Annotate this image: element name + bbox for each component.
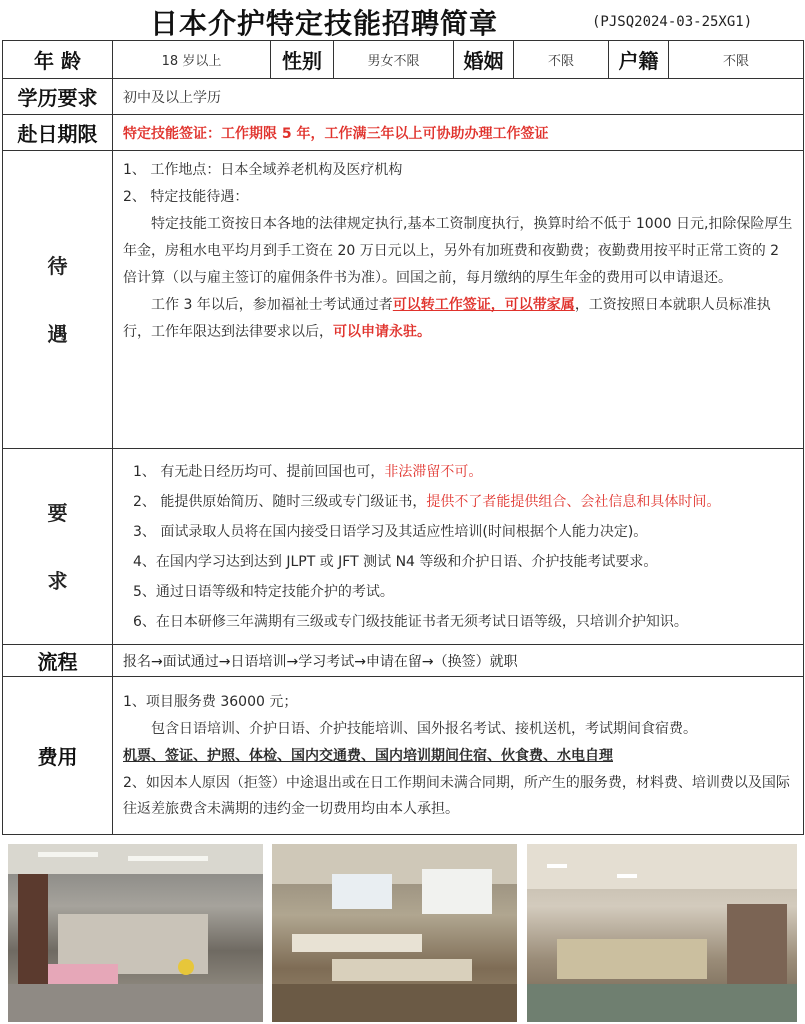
marriage-value: 不限: [514, 41, 609, 79]
requirement-2-highlight: 提供不了者能提供组合、会社信息和具体时间。: [426, 493, 721, 510]
fee-2: 2、如因本人原因（拒签）中途退出或在日工作期间未满合同期，所产生的服务费，材料费、培训费以及国际往返差旅费含未满期的违约金一切费用均由本人承担。: [123, 775, 790, 817]
marriage-label: 婚姻: [454, 41, 514, 79]
gender-label: 性别: [271, 41, 334, 79]
requirements-label-1: 要: [47, 500, 68, 525]
requirements-row: [3, 449, 804, 645]
fee-self-paid: 机票、签证、护照、体检、国内交通费、国内培训期间住宿、伙食费、水电自理: [123, 748, 613, 764]
period-row: [3, 115, 804, 151]
process-label: 流程: [3, 645, 113, 677]
age-label: 年 龄: [3, 41, 113, 79]
process-row: [3, 645, 804, 677]
facility-photo-3: [527, 844, 797, 1022]
requirement-5: 5、通过日语等级和特定技能介护的考试。: [133, 583, 394, 600]
fees-row: [3, 677, 804, 835]
treatment-item-2: 2、 特定技能待遇：: [123, 189, 249, 205]
page-title: 日本介护特定技能招聘简章: [150, 7, 499, 40]
requirement-2: [133, 487, 795, 517]
hukou-label: 户籍: [609, 41, 669, 79]
fees-label: 费用: [3, 677, 113, 835]
requirement-3: 3、 面试录取人员将在国内接受日语学习及其适应性培训(时间根据个人能力决定)。: [133, 523, 648, 540]
process-value: 报名→面试通过→日语培训→学习考试→申请在留→（换签）就职: [113, 645, 804, 677]
treatment-label: [3, 151, 113, 449]
age-value: 18 岁以上: [113, 41, 271, 79]
facility-photo-2: [272, 844, 517, 1022]
treatment-para-2-highlight: 可以转工作签证，可以带家属: [392, 297, 575, 313]
facility-photos: [0, 836, 805, 1024]
treatment-para-2: [123, 292, 795, 346]
treatment-label-2: 遇: [47, 321, 68, 346]
education-row: [3, 79, 804, 115]
treatment-para-2-text-b: ，工资按照日本就职人员标准执行，工作年限达到法律要求以后，: [123, 297, 771, 340]
treatment-para-2-text: 工作 3 年以后，参加福祉士考试通过者: [151, 297, 393, 313]
fee-1-detail: 包含日语培训、介护日语、介护技能培训、国外报名考试、接机送机，考试期间食宿费。: [151, 721, 697, 737]
fees-content: [113, 677, 804, 835]
info-table: [2, 40, 804, 835]
education-label: 学历要求: [3, 79, 113, 115]
requirement-1-text: 1、 有无赴日经历均可、提前回国也可，: [133, 463, 385, 480]
requirement-1: [133, 457, 795, 487]
requirement-4: 4、在国内学习达到达到 JLPT 或 JFT 测试 N4 等级和介护日语、介护技能考试要求。: [133, 553, 658, 570]
requirements-content: [113, 449, 804, 645]
education-value: 初中及以上学历: [113, 79, 804, 115]
hukou-value: 不限: [669, 41, 804, 79]
requirements-label: [3, 449, 113, 645]
basic-info-row: [3, 41, 804, 79]
requirement-1-highlight: 非法滞留不可。: [384, 463, 483, 480]
document-code: (PJSQ2024-03-25XG1): [592, 14, 753, 30]
treatment-row: [3, 151, 804, 449]
treatment-content: [113, 151, 804, 449]
treatment-para-1: 特定技能工资按日本各地的法律规定执行,基本工资制度执行，换算时给不低于 1000 日元,扣除保险厚生年金，房租水电平均月到手工资在 20 万日元以上，另外有加班费和夜勤费；夜勤费用按平时正常工资的 2 倍计算（以与雇主签订的雇佣条件书为准）。回国之前，每月缴纳的厚生年金的费用可以申请退还。: [123, 216, 793, 286]
header: [0, 0, 805, 40]
treatment-item-1: 1、 工作地点：日本全域养老机构及医疗机构: [123, 162, 403, 178]
treatment-label-1: 待: [47, 253, 68, 278]
gender-value: 男女不限: [334, 41, 454, 79]
requirement-6: 6、在日本研修三年满期有三级或专门级技能证书者无须考试日语等级，只培训介护知识。: [133, 613, 688, 630]
facility-photo-1: [8, 844, 263, 1022]
treatment-para-2-highlight-2: 可以申请永驻。: [333, 324, 431, 340]
period-label: 赴日期限: [3, 115, 113, 151]
requirement-2-text: 2、 能提供原始简历、随时三级或专门级证书，: [133, 493, 427, 510]
requirements-label-2: 求: [47, 568, 68, 593]
fee-1: 1、项目服务费 36000 元；: [123, 694, 298, 710]
period-value: 特定技能签证：工作期限 5 年，工作满三年以上可协助办理工作签证: [113, 115, 804, 151]
